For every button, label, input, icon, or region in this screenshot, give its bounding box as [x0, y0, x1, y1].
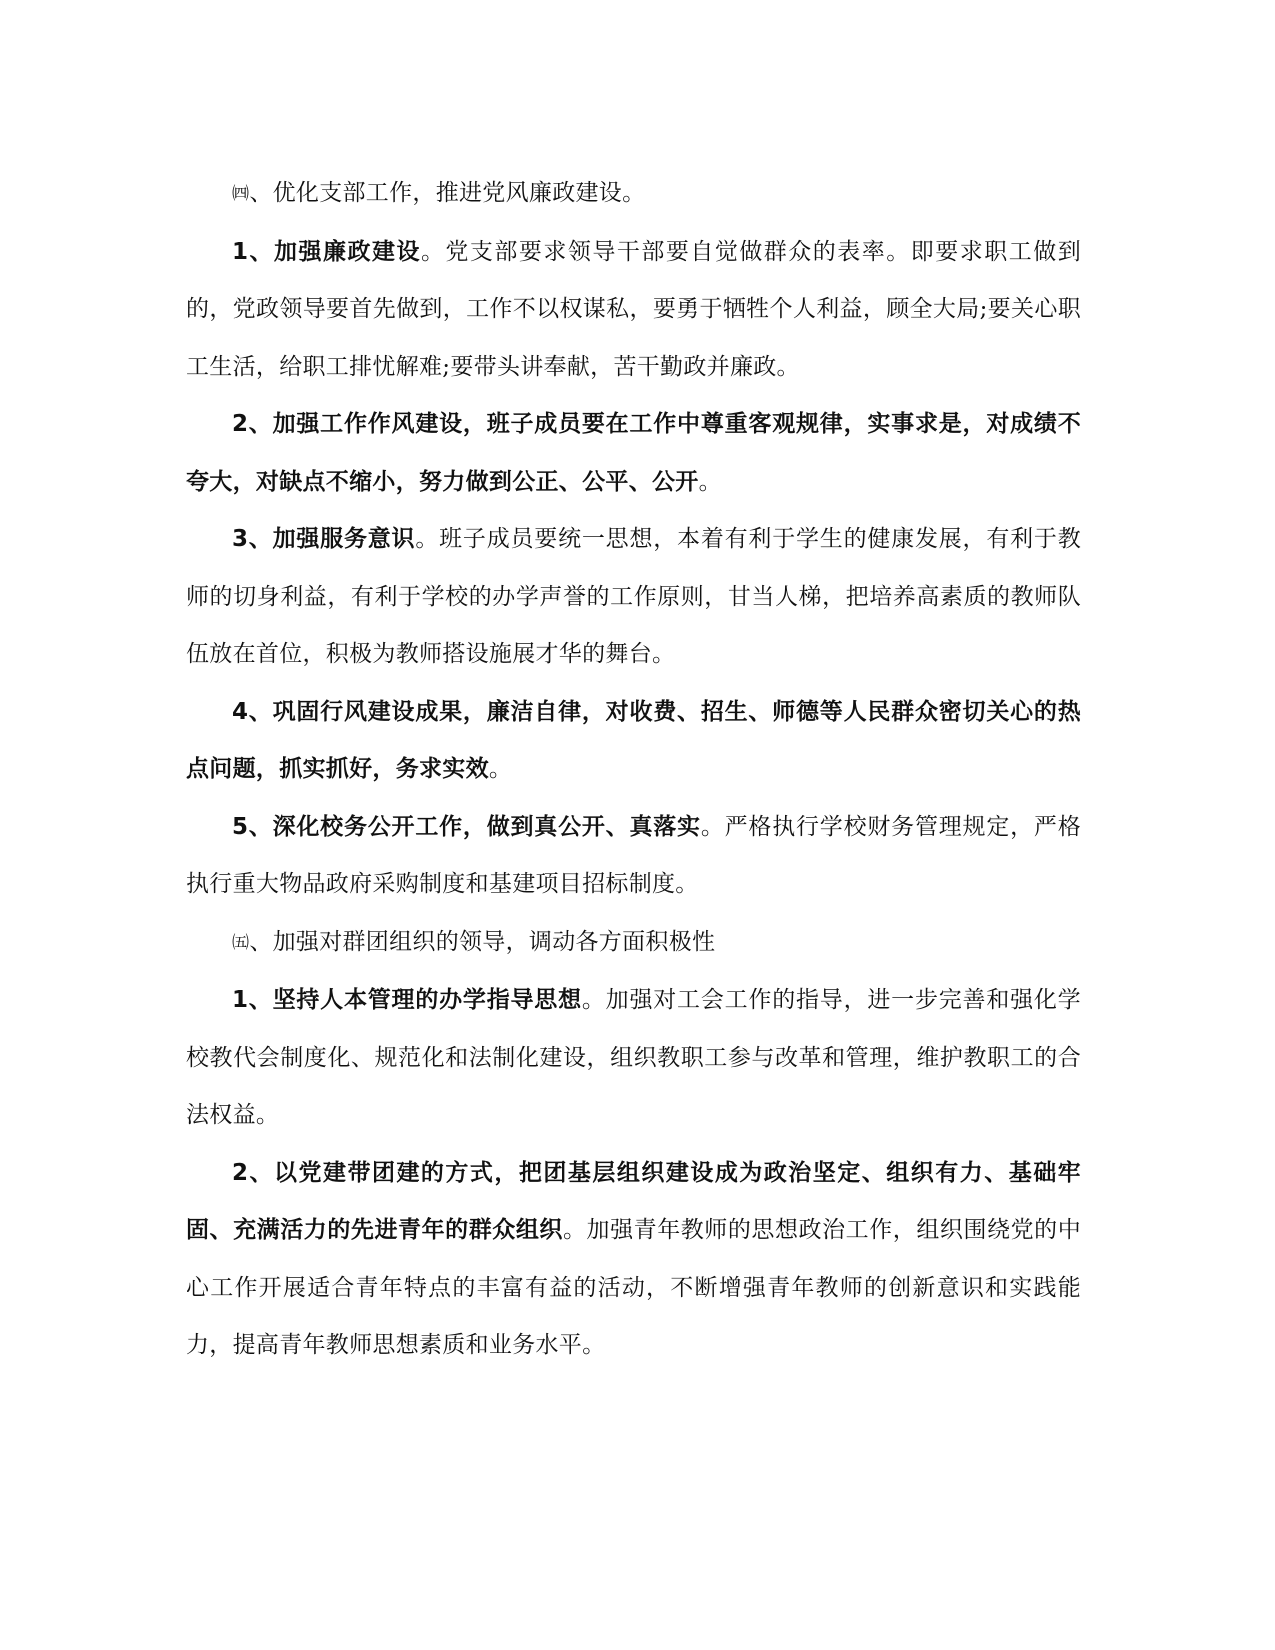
- document-page: [186, 165, 1081, 1375]
- paragraph-body: 。班子成员要统一思想，本着有利于学生的健康发展，有利于教师的切身利益，有利于学校的办学声誉的工作原则，甘当人梯，把培养高素质的教师队伍放在首位，积极为教师搭设施展才华的舞台。: [186, 526, 1082, 667]
- paragraph: [186, 1145, 1081, 1375]
- paragraph: [186, 972, 1081, 1145]
- section-heading-4: [186, 165, 1081, 224]
- paragraph: [186, 799, 1081, 914]
- paragraph-lead: 1、坚持人本管理的办学指导思想: [232, 987, 582, 1013]
- paragraph: [186, 396, 1081, 511]
- paragraph: [186, 684, 1081, 799]
- paragraph-lead: 2、加强工作作风建设，班子成员要在工作中尊重客观规律，实事求是，对成绩不夸大，对缺点不缩小，努力做到公正、公平、公开: [186, 411, 1081, 495]
- paragraph-lead: 2、以党建带团建的方式，把团基层组织建设成为政治坚定、组织有力、基础牢固、充满活力的先进青年的群众组织: [186, 1159, 1081, 1243]
- section-heading-text: 、加强对群团组织的领导，调动各方面积极性: [249, 928, 716, 955]
- paragraph-body: 。加强青年教师的思想政治工作，组织围绕党的中心工作开展适合青年特点的丰富有益的活动，不断增强青年教师的创新意识和实践能力，提高青年教师思想素质和业务水平。: [186, 1217, 1081, 1358]
- paragraph-body: 。: [698, 468, 722, 495]
- paragraph: [186, 511, 1081, 684]
- paragraph-lead: 4、巩固行风建设成果，廉洁自律，对收费、招生、师德等人民群众密切关心的热点问题，抓实抓好，务求实效: [186, 698, 1081, 782]
- paragraph-body: 。: [488, 756, 513, 782]
- paragraph-body: 。严格执行学校财务管理规定，严格执行重大物品政府采购制度和基建项目招标制度。: [186, 813, 1081, 897]
- paragraph: [186, 224, 1081, 397]
- paragraph-lead: 1、加强廉政建设: [232, 238, 421, 265]
- paragraph-body: 。党支部要求领导干部要自觉做群众的表率。即要求职工做到的，党政领导要首先做到，工作不以权谋私，要勇于牺牲个人利益，顾全大局;要关心职工生活，给职工排忧解难;要带头讲奉献，苦干勤政并廉政。: [186, 238, 1081, 380]
- paragraph-body: 。加强对工会工作的指导，进一步完善和强化学校教代会制度化、规范化和法制化建设，组织教职工参与改革和管理，维护教职工的合法权益。: [186, 987, 1081, 1128]
- paragraph-lead: 3、加强服务意识: [232, 526, 416, 552]
- paragraph-lead: 5、深化校务公开工作，做到真公开、真落实: [232, 813, 701, 840]
- section-heading-5: [186, 914, 1081, 973]
- section-ordinal: ㈤: [232, 932, 250, 953]
- section-ordinal: ㈣: [232, 184, 250, 204]
- section-heading-text: 、优化支部工作，推进党风廉政建设。: [249, 180, 646, 206]
